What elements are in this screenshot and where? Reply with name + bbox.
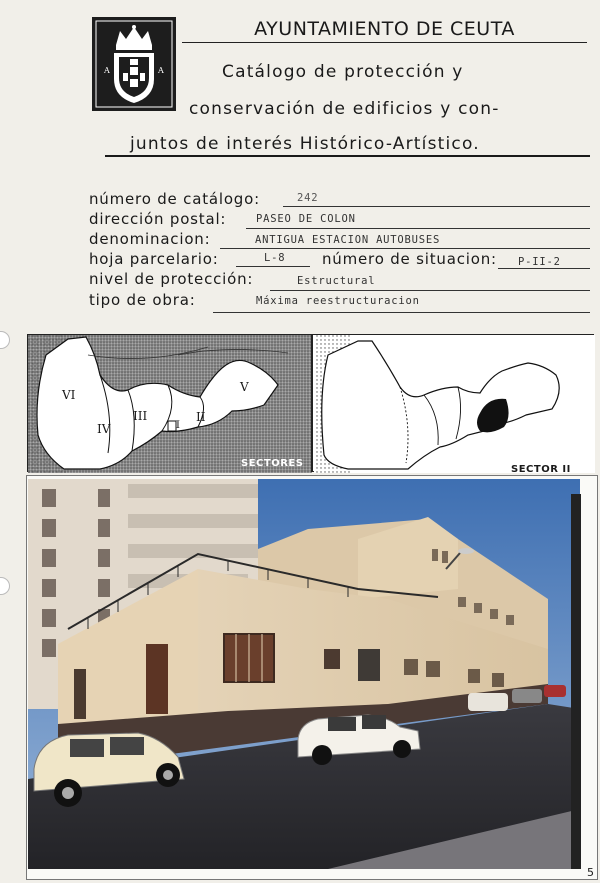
postal-address-value: PASEO DE COLON (256, 213, 356, 225)
parcel-sheet-value: L-8 (264, 252, 286, 264)
postal-address-rule (246, 228, 590, 229)
catalog-number-rule (283, 206, 590, 207)
postal-address-label: dirección postal: (89, 210, 227, 228)
catalog-title-line-1: Catálogo de protección y (222, 62, 464, 82)
sector-label-iii: III (133, 409, 148, 423)
parcel-sheet-rule (236, 266, 310, 267)
work-type-value: Máxima reestructuracion (256, 295, 420, 307)
catalog-number-value: 242 (297, 192, 319, 204)
coat-of-arms-logo (92, 17, 176, 111)
building-photograph (28, 479, 580, 869)
denomination-rule (220, 248, 590, 249)
punch-hole-top (0, 331, 10, 349)
sector-label-iv: IV (97, 422, 111, 436)
svg-text:A: A (158, 66, 164, 75)
denomination-value: ANTIGUA ESTACION AUTOBUSES (255, 234, 441, 246)
protection-level-label: nivel de protección: (89, 270, 254, 288)
organization-rule (182, 42, 587, 43)
catalog-title-line-3: juntos de interés Histórico-Artístico. (130, 134, 480, 154)
denomination-label: denominacion: (89, 230, 211, 248)
situation-number-value: P-II-2 (518, 256, 561, 268)
punch-hole-bottom (0, 577, 10, 595)
work-type-label: tipo de obra: (89, 291, 196, 309)
parcel-sheet-label: hoja parcelario: (89, 250, 219, 268)
sector-label-v: V (240, 380, 249, 394)
svg-text:A: A (104, 66, 110, 75)
situation-number-rule (498, 268, 590, 269)
organization-name: AYUNTAMIENTO DE CEUTA (254, 18, 515, 40)
map-divider (311, 334, 313, 472)
work-type-rule (213, 312, 590, 313)
protection-level-value: Estructural (297, 275, 376, 287)
situation-number-label: número de situacion: (322, 250, 497, 268)
photo-dark-border-right (571, 494, 581, 869)
protection-level-rule (270, 290, 590, 291)
catalog-title-line-2: conservación de edificios y con- (189, 99, 500, 119)
corner-page-mark: 5 (587, 866, 594, 879)
sector-label-i: I (176, 420, 180, 431)
sector-label-ii: II (196, 410, 206, 424)
catalog-number-label: número de catálogo: (89, 190, 260, 208)
sectors-caption: SECTORES (241, 458, 304, 469)
title-rule (105, 155, 590, 157)
sector-ii-caption: SECTOR II (511, 464, 571, 475)
sector-label-vi: VI (62, 388, 76, 402)
